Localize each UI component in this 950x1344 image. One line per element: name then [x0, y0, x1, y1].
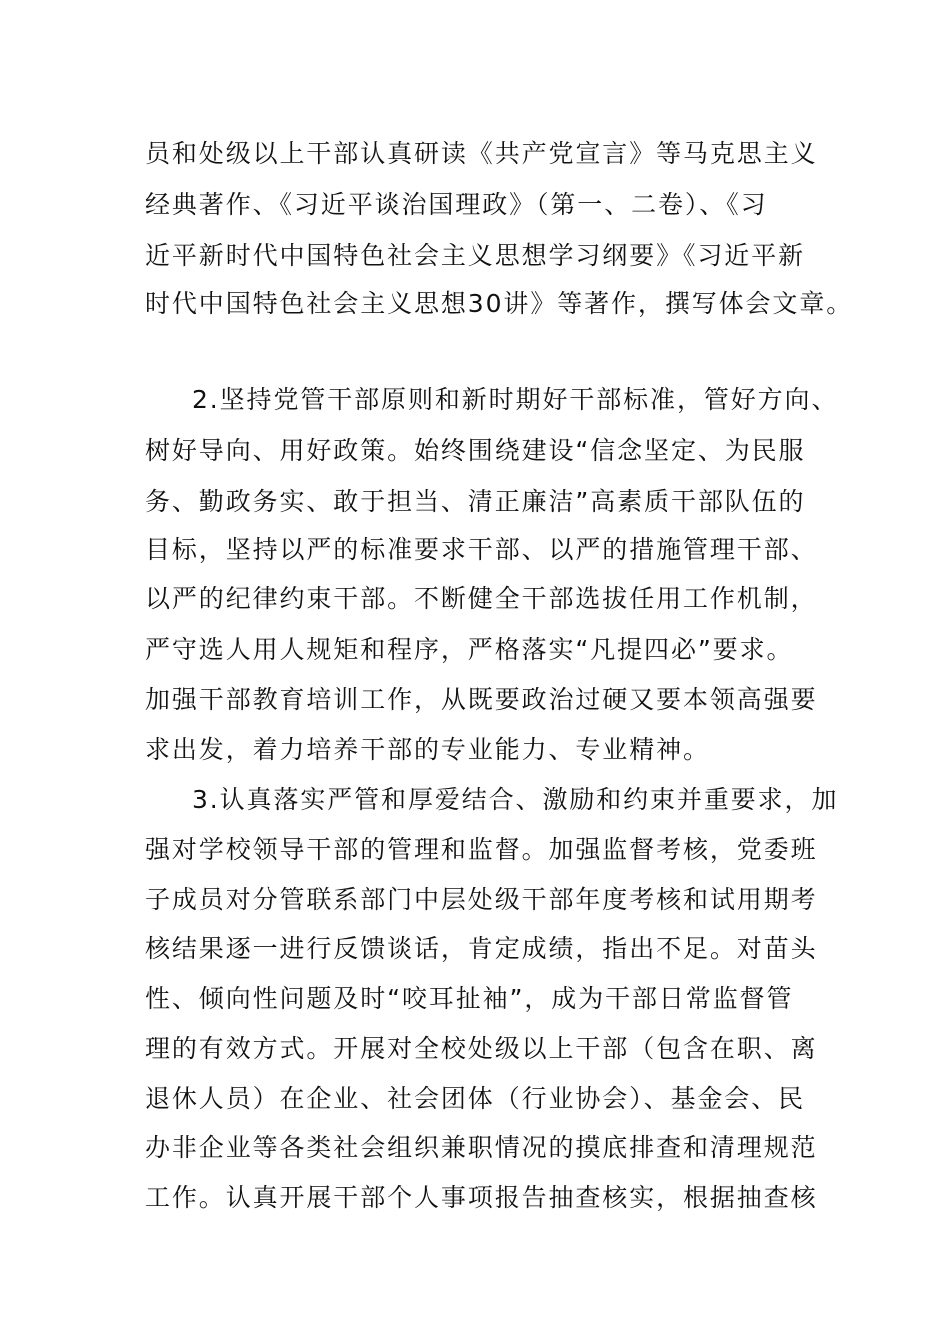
paragraph-3-line-8: 办非企业等各类社会组织兼职情况的摸底排查和清理规范: [145, 1133, 818, 1162]
paragraph-2-line-5: 以严的纪律约束干部。不断健全干部选拔任用工作机制，: [145, 584, 818, 613]
paragraph-2-line-6: 严守选人用人规矩和程序，严格落实“凡提四必”要求。: [145, 635, 794, 664]
paragraph-3-line-6: 理的有效方式。开展对全校处级以上干部（包含在职、离: [145, 1034, 818, 1063]
paragraph-1-line-1: 员和处级以上干部认真研读《共产党宣言》等马克思主义: [145, 139, 818, 168]
paragraph-3-line-5: 性、倾向性问题及时“咬耳扯袖”，成为干部日常监督管: [145, 984, 794, 1013]
paragraph-3-line-4: 核结果逐一进行反馈谈话，肯定成绩，指出不足。对苗头: [145, 934, 818, 963]
paragraph-1-line-3: 近平新时代中国特色社会主义思想学习纲要》《习近平新: [145, 241, 806, 270]
paragraph-3-line-2: 强对学校领导干部的管理和监督。加强监督考核，党委班: [145, 835, 818, 864]
paragraph-3-line-9: 工作。认真开展干部个人事项报告抽查核实，根据抽查核: [145, 1183, 818, 1212]
paragraph-2-line-1: 2.坚持党管干部原则和新时期好干部标准，管好方向、: [192, 385, 839, 414]
paragraph-2-line-4: 目标，坚持以严的标准要求干部、以严的措施管理干部、: [145, 535, 818, 564]
paragraph-1-line-4: 时代中国特色社会主义思想30讲》等著作，撰写体会文章。: [145, 289, 854, 318]
paragraph-3-line-3: 子成员对分管联系部门中层处级干部年度考核和试用期考: [145, 885, 818, 914]
paragraph-1-line-2: 经典著作、《习近平谈治国理政》（第一、二卷）、《习: [145, 190, 768, 219]
paragraph-3-line-1: 3.认真落实严管和厚爱结合、激励和约束并重要求，加: [192, 785, 839, 814]
paragraph-2-line-2: 树好导向、用好政策。始终围绕建设“信念坚定、为民服: [145, 436, 806, 465]
paragraph-2-line-8: 求出发，着力培养干部的专业能力、专业精神。: [145, 735, 710, 764]
paragraph-2-line-7: 加强干部教育培训工作，从既要政治过硬又要本领高强要: [145, 685, 818, 714]
paragraph-3-line-7: 退休人员）在企业、社会团体（行业协会）、基金会、民: [145, 1084, 806, 1113]
paragraph-2-line-3: 务、勤政务实、敢于担当、清正廉洁”高素质干部队伍的: [145, 487, 806, 516]
